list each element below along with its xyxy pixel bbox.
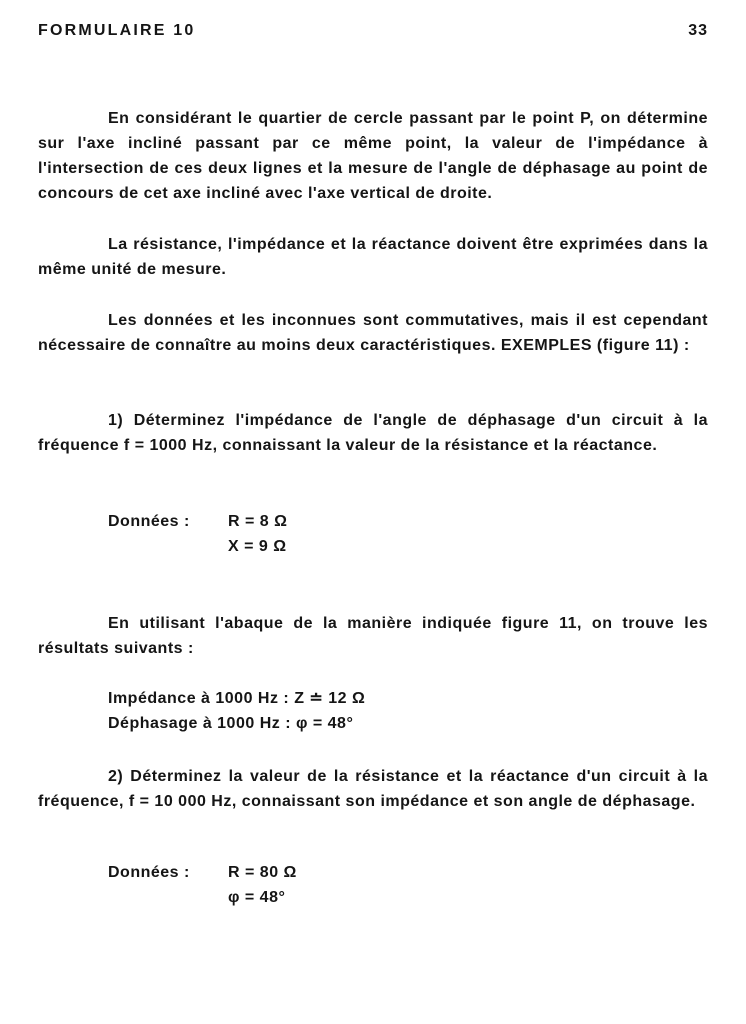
paragraph-commutative: Les données et les inconnues sont commutatives, mais il est cependant nécessaire de connaître au moins deux caractéristiques. EXEMPLES (figure 11) : — [38, 312, 708, 354]
paragraph-results-intro: En utilisant l'abaque de la manière indiquée figure 11, on trouve les résultats suivants : — [38, 615, 708, 657]
page-header — [38, 22, 708, 46]
data-label: Données : — [108, 864, 190, 881]
data-label: Données : — [108, 513, 190, 530]
results-block — [108, 686, 365, 736]
paragraph-example-1: 1) Déterminez l'impédance de l'angle de déphasage d'un circuit à la fréquence f = 1000 Hz, connaissant la valeur de la résistance et la réactance. — [38, 412, 708, 454]
paragraph-method: En considérant le quartier de cercle passant par le point P, on détermine sur l'axe incliné passant par ce même point, la valeur de l'impédance à l'intersection de ces deux lignes et la mesure de l'angle de déphasage au point de concours de cet axe incliné avec l'axe vertical de droite. — [38, 110, 708, 202]
example-2-data — [108, 860, 297, 910]
running-title: FORMULAIRE 10 — [38, 22, 196, 39]
example-1-data — [108, 509, 287, 559]
paragraph-example-2: 2) Déterminez la valeur de la résistance et la réactance d'un circuit à la fréquence, f = 10 000 Hz, connaissant son impédance et son angle de déphasage. — [38, 768, 708, 810]
paragraph-units: La résistance, l'impédance et la réactance doivent être exprimées dans la même unité de mesure. — [38, 236, 708, 278]
result-impedance: Impédance à 1000 Hz : Z ≐ 12 Ω — [108, 690, 366, 707]
data-value-resistance: R = 80 Ω — [228, 864, 297, 881]
data-value-phase: φ = 48° — [228, 889, 286, 906]
page-number: 33 — [688, 22, 708, 39]
data-value-reactance: X = 9 Ω — [228, 538, 287, 555]
result-phase: Déphasage à 1000 Hz : φ = 48° — [108, 715, 354, 732]
data-value-resistance: R = 8 Ω — [228, 513, 288, 530]
